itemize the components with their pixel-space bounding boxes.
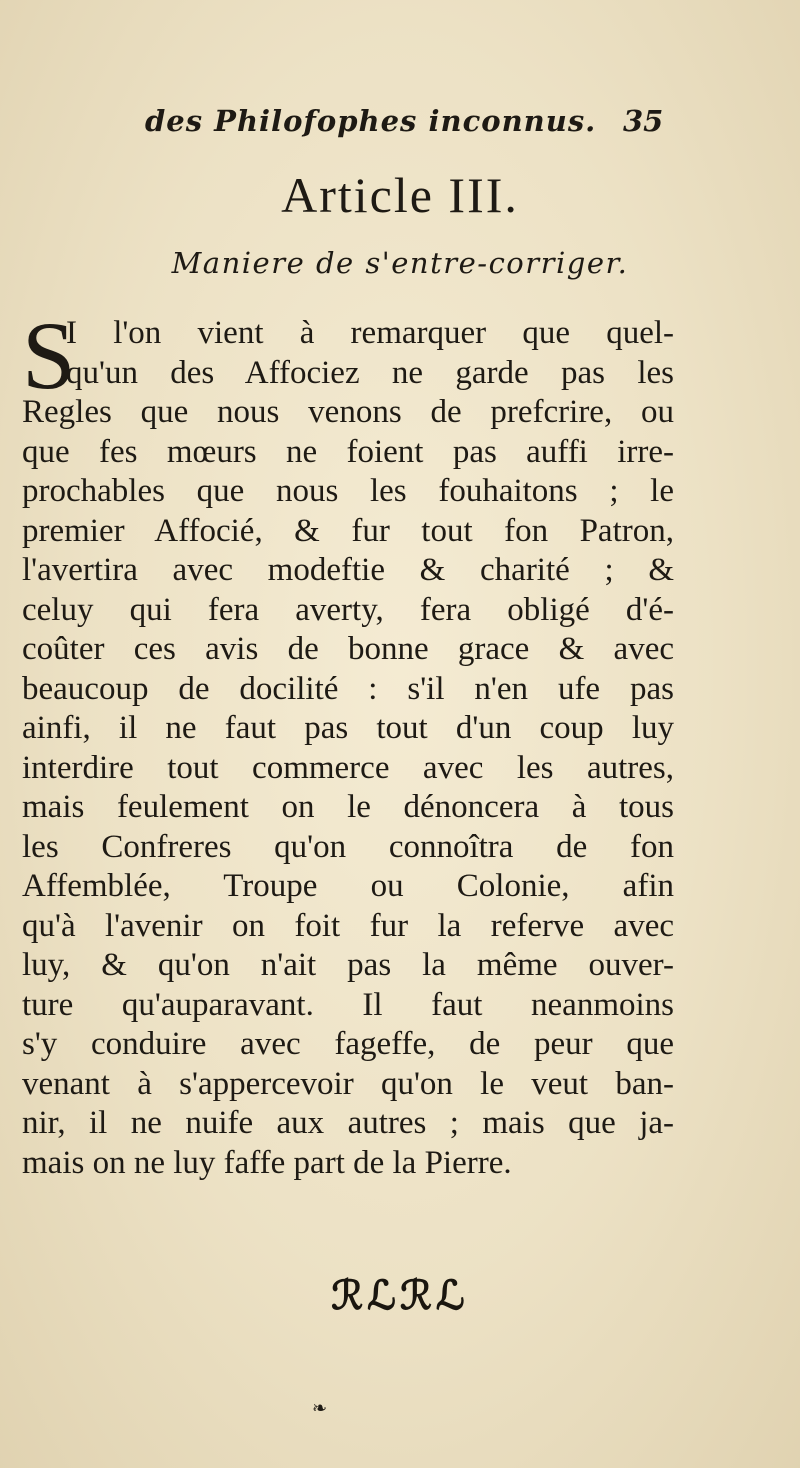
text-line: premier Affocié, & fur tout fon Patron, [22,512,674,549]
drop-cap: S [22,302,76,409]
text-line: prochables que nous les fouhaitons ; le [22,473,674,509]
running-head: des Philofophes inconnus. [145,104,597,138]
text-line: ture qu'auparavant. Il faut neanmoins [22,986,674,1023]
text-line: venant à s'appercevoir qu'on le veut ban- [22,1065,674,1102]
text-line: beaucoup de docilité : s'il n'en ufe pas [22,670,674,707]
article-subtitle: Maniere de s'entre-corriger. [171,246,629,280]
text-line: interdire tout commerce avec les autres, [22,749,674,786]
text-line: I l'on vient à remarquer que quel- [66,315,674,351]
text-line: que fes mœurs ne foient pas auffi irre- [22,433,674,470]
page-header [0,104,800,144]
text-line: Regles que nous venons de prefcrire, ou [22,394,674,430]
article-body [22,302,674,1183]
text-line: nir, il ne nuife aux autres ; mais que ja- [22,1105,674,1141]
text-line: luy, & qu'on n'ait pas la même ouver- [22,947,674,983]
article-title: Article III. [281,167,519,223]
text-line: ainfi, il ne faut pas tout d'un coup luy [22,710,674,746]
text-line: celuy qui fera averty, fera obligé d'é- [22,591,674,628]
tailpiece-ornament: ℛℒℛℒ [331,1272,469,1319]
text-line: s'y conduire avec fageffe, de peur que [22,1026,674,1062]
signature-mark-icon: ❧ [312,1398,328,1419]
text-line: coûter ces avis de bonne grace & avec [22,631,674,667]
text-line: qu'à l'avenir on foit fur la referve avec [22,907,674,944]
text-line: les Confreres qu'on connoîtra de fon [22,828,674,865]
text-line: l'avertira avec modeftie & charité ; & [22,552,674,588]
text-line: mais on ne luy faffe part de la Pierre. [22,1144,512,1181]
text-line: mais feulement on le dénoncera à tous [22,789,674,825]
text-line: Affemblée, Troupe ou Colonie, afin [22,868,674,904]
page-number: 35 [623,104,664,138]
text-line: qu'un des Affociez ne garde pas les [66,354,674,391]
